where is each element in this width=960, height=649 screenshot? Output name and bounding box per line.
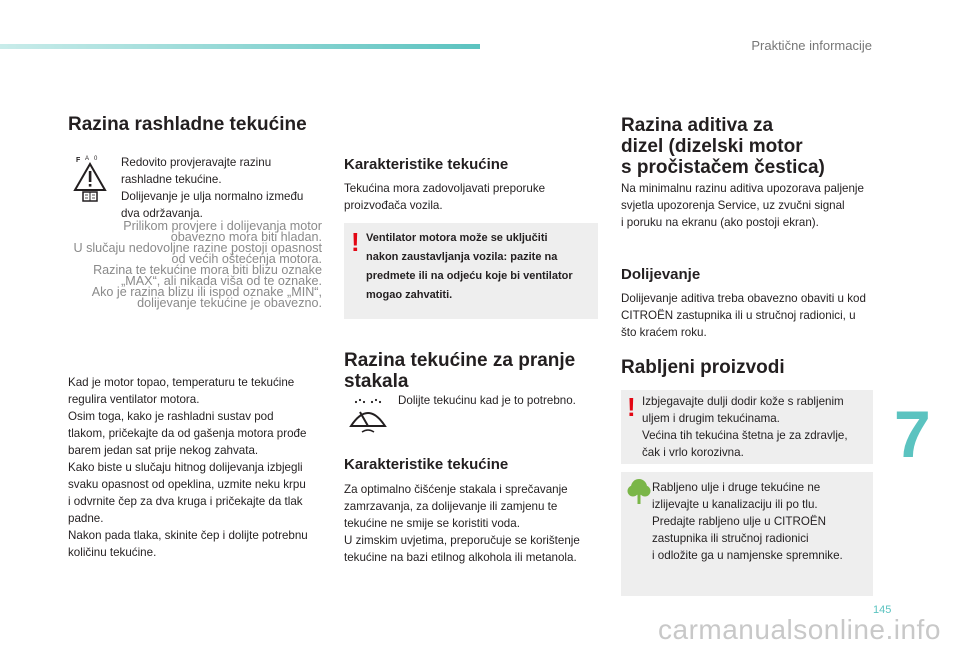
fluid-characteristics-text-1: Tekućina mora zadovoljavati preporuke proizvođača vozila. [344, 182, 546, 212]
washer-fluid-title: Razina tekućine za pranje stakala [344, 350, 576, 392]
coolant-intro-text: Redovito provjeravajte razinu rashladne tekućine. Dolijevanje je ulja normalno između dva održavanja. [121, 156, 304, 220]
coolant-body-text: Kad je motor topao, temperaturu te tekućine regulira ventilator motora. Osim toga, kako je rashladni sustav pod tlakom, pričekajte da od gašenja motora prođe barem jedan sat prije nekog zahvata. Kako biste u slučaju hitnog dolijevanja izbjegli svaku opasnost od opeklina, uzmite neku krpu i odvrnite čep za dva kruga i pričekajte da tlak padne. Nakon pada tlaka, skinite čep i dolijte potrebnu količinu tekućine. [68, 376, 308, 559]
coolant-warning-icon [72, 154, 108, 202]
chapter-number: 7 [894, 397, 931, 471]
top-up-title: Dolijevanje [621, 266, 701, 283]
diesel-additive-text: Na minimalnu razinu aditiva upozorava paljenje svjetla upozorenja Service, uz zvučni signal i poruku na ekranu (ako postoji ekran). [621, 182, 864, 229]
environment-box [621, 472, 873, 596]
fluid-characteristics-text-2: Za optimalno čišćenje stakala i sprečavanje zamrzavanja, za dolijevanje ili zamjenu te tekućine ne smije se koristiti voda. U zimskim uvjetima, preporučuje se korištenje tekućine na bazi etilnog alkohola ili metanola. [344, 483, 580, 564]
used-products-warning-box [621, 390, 873, 464]
exclamation-icon: ! [627, 392, 636, 422]
coolant-caution-note: Prilikom provjere i dolijevanja motor obavezno mora biti hladan. U slučaju nedovoljne razine postoji opasnost od većih oštećenja motora. Razina te tekućine mora biti blizu oznake „MAX“, ali nikada viša od te oznake. Ako je razina blizu ili ispod oznake „MIN“, dolijevanje tekućine je obavezno. [73, 219, 322, 310]
windscreen-washer-icon [348, 396, 388, 436]
environment-text: Rabljeno ulje i druge tekućine ne izlijevajte u kanalizaciju ili po tlu. Predajte rabljeno ulje u CITROËN zastupnika ili stručnoj radionici i odložite ga u namjenske spremnike. [652, 481, 843, 562]
fan-warning-text: Ventilator motora može se uključiti nakon zaustavljanja vozila: pazite na predmete ili na odjeću koje bi ventilator mogao zahvatiti. [366, 232, 573, 301]
fluid-characteristics-title-2: Karakteristike tekućine [344, 456, 509, 473]
top-up-text: Dolijevanje aditiva treba obavezno obaviti u kod CITROËN zastupnika ili u stručnoj radionici, u što kraćem roku. [621, 292, 866, 339]
svg-text:F: F [76, 157, 81, 164]
coolant-title: Razina rashladne tekućine [68, 114, 307, 135]
fan-warning-box [344, 223, 598, 319]
watermark: carmanualsonline.info [658, 614, 941, 645]
leaf-tree-icon [627, 478, 651, 506]
svg-text:A: A [85, 156, 90, 162]
diesel-additive-title: Razina aditiva za dizel (dizelski motor s pročistačem čestica) [621, 115, 825, 178]
fluid-characteristics-title-1: Karakteristike tekućine [344, 156, 509, 173]
page-number: 145 [873, 604, 892, 616]
used-products-title: Rabljeni proizvodi [621, 357, 785, 378]
header-accent-bar [0, 44, 480, 49]
washer-icon-text: Dolijte tekućinu kad je to potrebno. [398, 394, 576, 407]
section-title: Praktične informacije [751, 38, 872, 53]
used-products-warning-text: Izbjegavajte dulji dodir kože s rabljenim uljem i drugim tekućinama. Većina tih tekućina štetna je za zdravlje, čak i vrlo korozivna. [642, 395, 848, 459]
svg-text:0: 0 [94, 156, 98, 162]
exclamation-icon: ! [351, 227, 360, 257]
